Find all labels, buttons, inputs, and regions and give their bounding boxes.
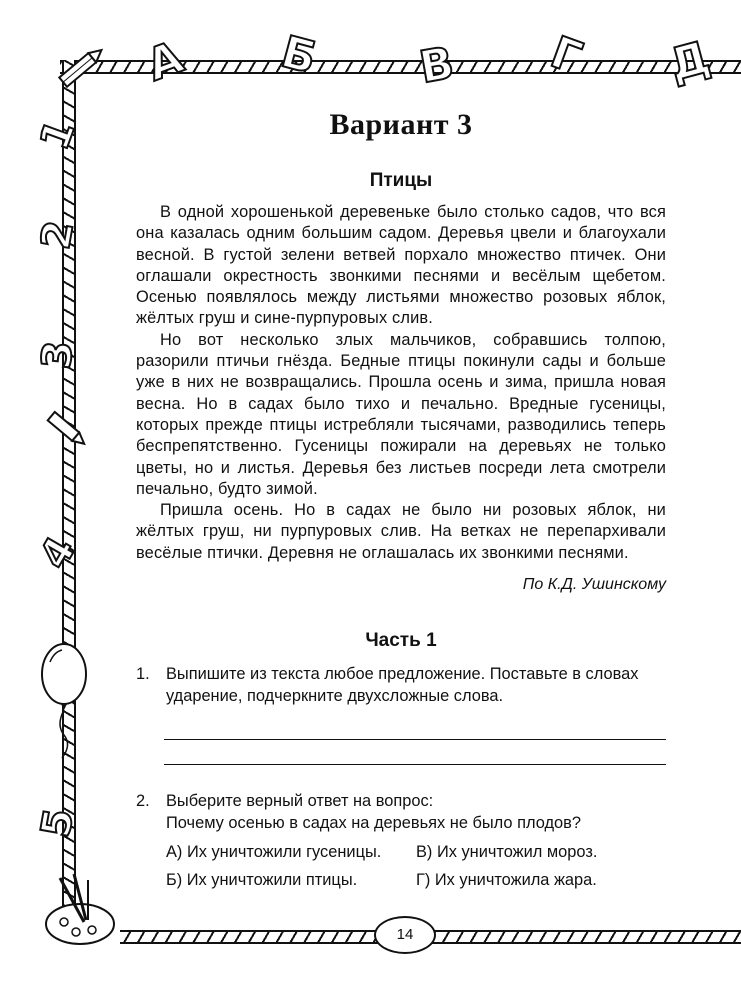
task-number: 1. (136, 665, 150, 684)
part-heading: Часть 1 (365, 630, 437, 652)
task-2 (136, 791, 666, 891)
balloon-icon (34, 640, 94, 760)
story-author: По К.Д. Ушинскому (522, 576, 666, 594)
decor-letter-g: Г (544, 26, 588, 85)
decor-digit-1: 1 (31, 114, 85, 156)
answer-options (166, 842, 666, 891)
task-number: 2. (136, 792, 150, 811)
story-text (136, 202, 666, 564)
answer-option-b[interactable]: Б) Их уничтожили птицы. (166, 870, 358, 889)
story-paragraph-3: Пришла осень. Но в садах не было ни розовых яблок, ни жёлтых груш, ни пурпуровых слив. На ветках не перепархивали весёлые птички. Деревня не оглашалась их звонкими песнями. (136, 501, 666, 562)
decor-letter-d: Д (664, 31, 716, 92)
task-text: Выпишите из текста любое предложение. Поставьте в словах ударение, подчеркните двухсложные слова. (166, 665, 639, 705)
decor-letter-b: Б (275, 26, 322, 85)
task-text: Выберите верный ответ на вопрос: (166, 792, 434, 811)
story-paragraph-2: Но вот несколько злых мальчиков, собравшись толпою, разорили птичьи гнёзда. Бедные птицы покинули сады и больше уже в них не возвращались. Прошла осень и зима, пришла новая весна. Но в садах было тихо и печально. Вредные гусеницы, которых прежде птицы истребляли тысячами, разводились теперь беспрепятственно. Гусеницы пожирали на деревьях не только цветы, но и листья. Деревья без листьев посреди лета смотрели печально, будто зимой. (136, 330, 666, 498)
decor-letter-a: А (140, 31, 190, 92)
page-title: Вариант 3 (329, 108, 473, 141)
pencil-icon (50, 38, 110, 98)
pencil-icon (42, 405, 92, 455)
decor-digit-4: 4 (31, 529, 85, 577)
answer-line[interactable] (164, 740, 666, 765)
answer-line[interactable] (164, 715, 666, 740)
task-1 (136, 664, 666, 707)
answer-option-v[interactable]: В) Их уничтожил мороз. (416, 843, 598, 862)
task-question: Почему осенью в садах на деревьях не было плодов? (166, 813, 581, 832)
decor-letter-v: В (415, 37, 458, 94)
story-paragraph-1: В одной хорошенькой деревеньке было столько садов, что вся она казалась одним большим садом. Деревья цвели и благоухали весной. В густой зелени ветвей порхало множество птичек. Они оглашали окрестность звонкими песнями и весёлым щебетом. Осенью появлялось между листьями множество розовых яблок, жёлтых груш и сине-пурпуровых слив. (136, 203, 666, 328)
answer-option-a[interactable]: А) Их уничтожили гусеницы. (166, 843, 382, 862)
decor-digit-3: 3 (33, 339, 83, 371)
page-number: 14 (374, 916, 436, 954)
page-content (136, 100, 666, 891)
palette-icon (40, 870, 120, 950)
story-title: Птицы (369, 170, 433, 191)
left-border-rope (62, 60, 76, 940)
decor-digit-2: 2 (32, 217, 83, 253)
answer-option-g[interactable]: Г) Их уничтожила жара. (416, 870, 597, 889)
decor-digit-5: 5 (32, 805, 83, 841)
